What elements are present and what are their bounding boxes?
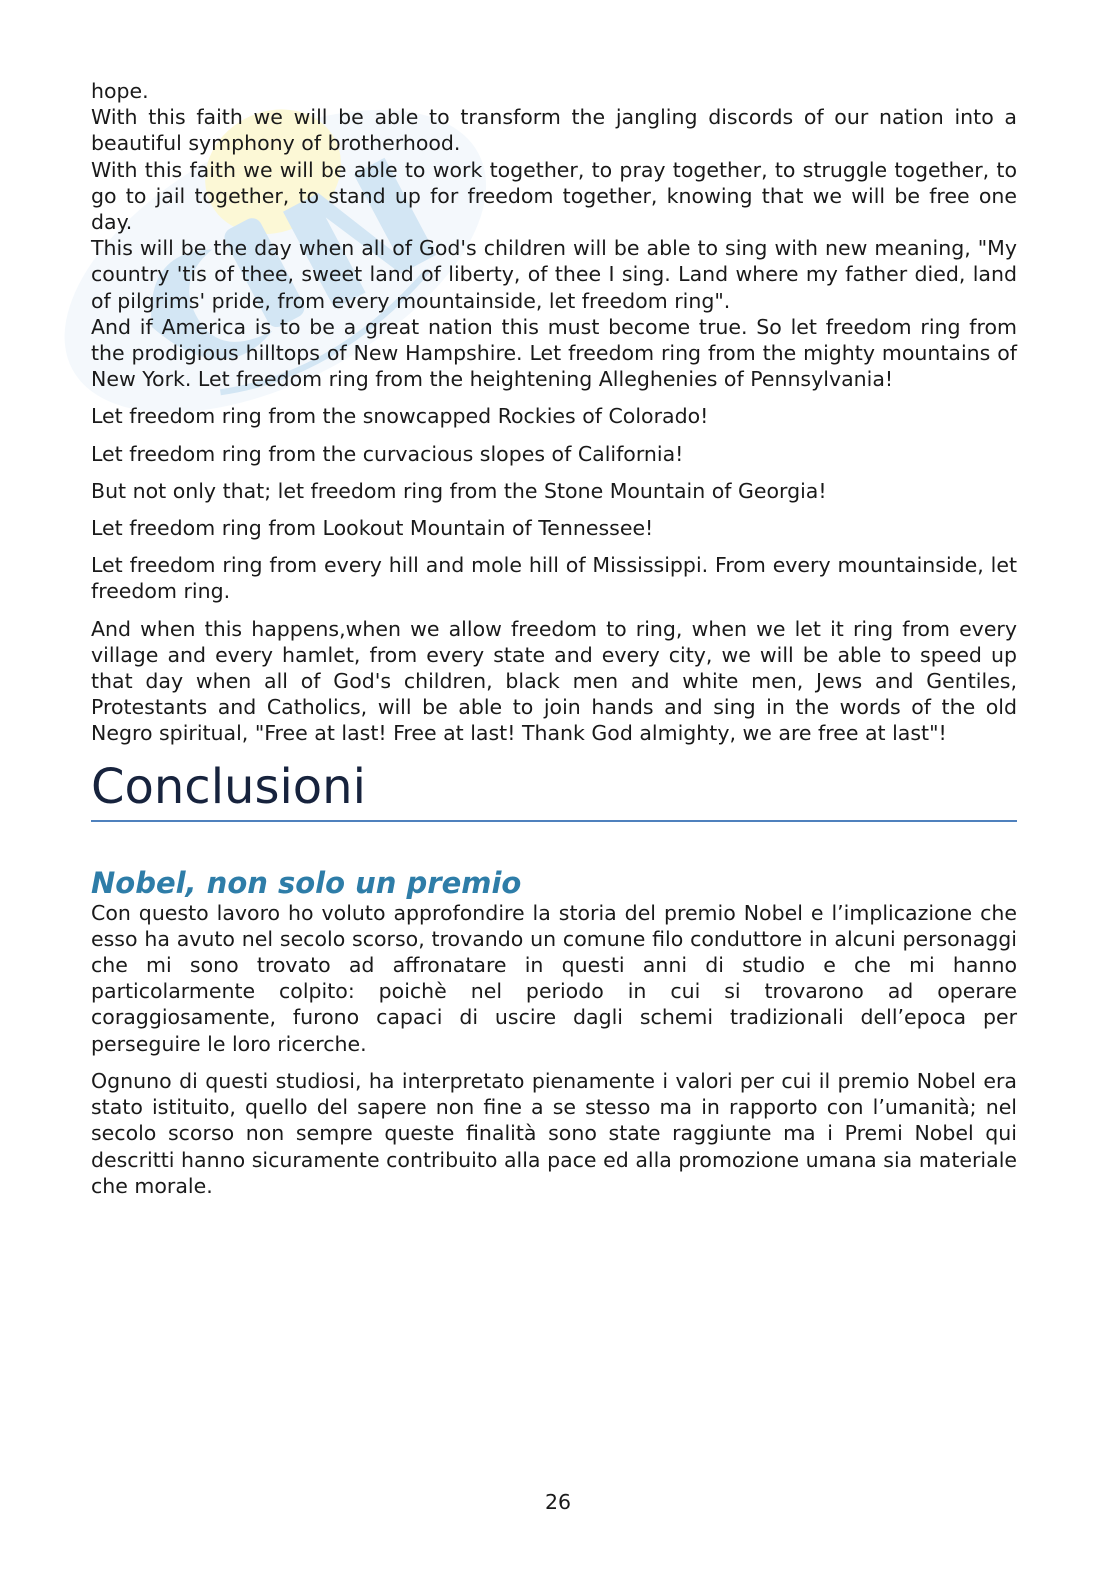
speech-paragraph: Let freedom ring from every hill and mole hill of Mississippi. From every mountainside, let freedom ring. — [91, 553, 1017, 604]
speech-paragraph: But not only that; let freedom ring from the Stone Mountain of Georgia! — [91, 478, 827, 503]
speech-paragraph: Let freedom ring from the curvacious slopes of California! — [91, 441, 684, 466]
conclusion-paragraph: Ognuno di questi studiosi, ha interpretato pienamente i valori per cui il premio Nobel era stato istituito, quello del sapere non fine a se stesso ma in rapporto con l’umanità; nel secolo scorso non sempre queste finalità sono state raggiunte ma i Premi Nobel qui descritti hanno sicuramente contribuito alla pace ed alla promozione umana sia materiale che morale. — [91, 1068, 1017, 1198]
speech-paragraph: Let freedom ring from the snowcapped Rockies of Colorado! — [91, 404, 709, 429]
speech-paragraph: And when this happens,when we allow freedom to ring, when we let it ring from every village and every hamlet, from every state and every city, we will be able to speed up that day when all of God's children, black men and white men, Jews and Gentiles, Protestants and Catholics, will be able to join hands and sing in the words of the old Negro spiritual, "Free at last! Free at last! Thank God almighty, we are free at last"! — [91, 616, 1017, 746]
speech-paragraph: With this faith we will be able to transform the jangling discords of our nation into a beautiful symphony of brotherhood. — [91, 105, 1017, 156]
page-content — [91, 78, 1017, 1199]
speech-paragraph: hope. — [91, 79, 149, 103]
speech-paragraph: Let freedom ring from Lookout Mountain of Tennessee! — [91, 516, 654, 541]
section-title: Nobel, non solo un premio — [91, 865, 522, 900]
speech-paragraph: With this faith we will be able to work together, to pray together, to struggle together, to go to jail together, to stand up for freedom together, knowing that we will be free one day. — [91, 157, 1017, 235]
chapter-title: Conclusioni — [91, 759, 1017, 822]
speech-paragraph: This will be the day when all of God's children will be able to sing with new meaning, "My country 'tis of thee, sweet land of liberty, of thee I sing. Land where my father died, land of pilgrims' pride, from every mountainside, let freedom ring". — [91, 236, 1017, 313]
conclusion-paragraph: Con questo lavoro ho voluto approfondire la storia del premio Nobel e l’implicazione che esso ha avuto nel secolo scorso, trovando un comune filo conduttore in alcuni personaggi che mi sono trovato ad affronatare in questi anni di studio e che mi hanno particolarmente colpito: poichè nel periodo in cui si trovarono ad operare coraggiosamente, furono capaci di uscire dagli schemi tradizionali dell’epoca per perseguire le loro ricerche. — [91, 900, 1017, 1056]
speech-paragraph: And if America is to be a great nation this must become true. So let freedom ring from the prodigious hilltops of New Hampshire. Let freedom ring from the mighty mountains of New York. Let freedom ring from the heightening Alleghenies of Pennsylvania! — [91, 314, 1017, 392]
page-number: 26 — [544, 1490, 572, 1514]
